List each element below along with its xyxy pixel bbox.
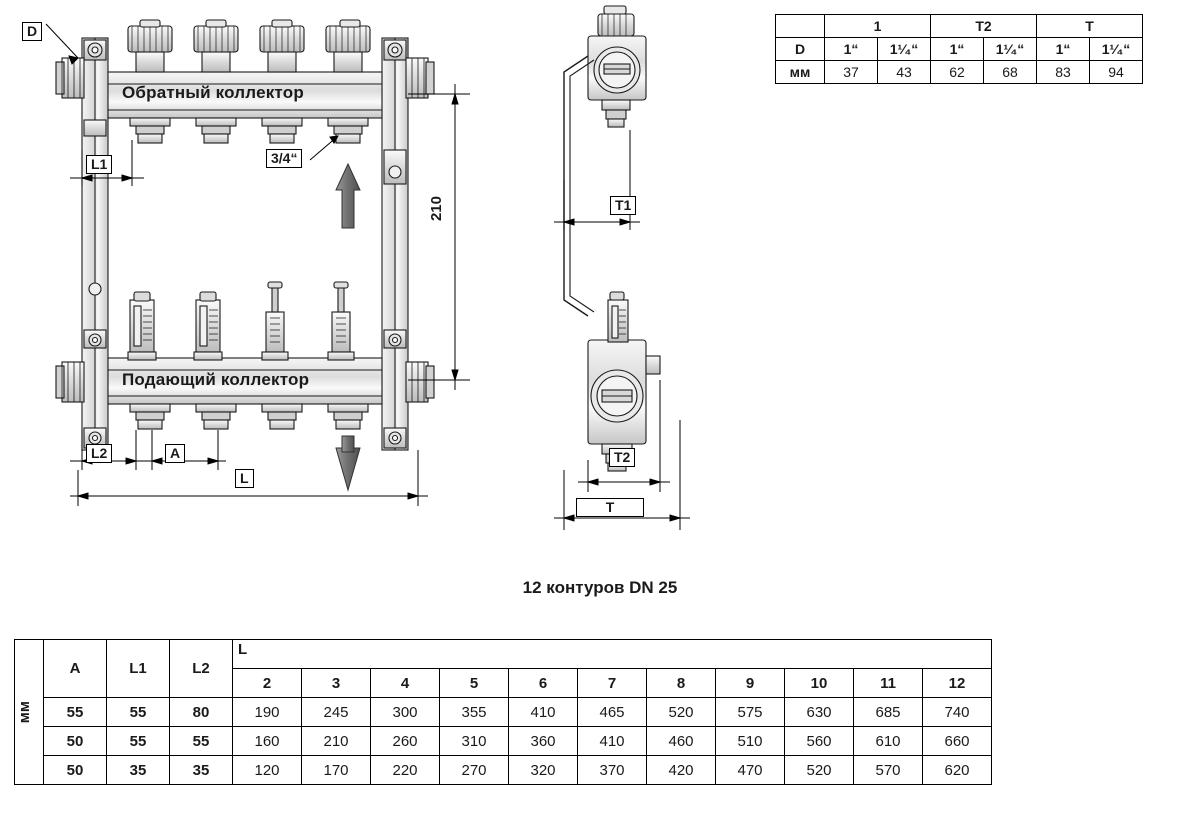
loop-count-6: 6 (509, 669, 578, 698)
cell-l-12: 620 (923, 756, 992, 785)
group-header-1: 1 (825, 15, 931, 38)
unit-label-mm: мм (776, 61, 825, 84)
loop-count-3: 3 (302, 669, 371, 698)
label-d: D (22, 22, 42, 41)
cell-l-7: 410 (578, 727, 647, 756)
group-header-t2: T2 (931, 15, 1037, 38)
cell-l-12: 660 (923, 727, 992, 756)
loop-count-5: 5 (440, 669, 509, 698)
value-cell-4: 83 (1037, 61, 1090, 84)
diameter-table (775, 14, 1143, 84)
cell-l-2: 190 (233, 698, 302, 727)
label-a: A (165, 444, 185, 463)
loop-count-8: 8 (647, 669, 716, 698)
cell-l-10: 520 (785, 756, 854, 785)
cell-l-6: 410 (509, 698, 578, 727)
header-l2: L2 (170, 640, 233, 698)
cell-l2: 80 (170, 698, 233, 727)
label-t: T (576, 498, 644, 517)
cell-l-8: 420 (647, 756, 716, 785)
cell-l-11: 610 (854, 727, 923, 756)
text-supply-manifold: Подающий коллектор (122, 370, 310, 389)
sub-header-3: 1¹⁄₄“ (984, 38, 1037, 61)
value-cell-0: 37 (825, 61, 878, 84)
manifold-side-view (540, 0, 770, 560)
cell-l-8: 460 (647, 727, 716, 756)
cell-l-5: 355 (440, 698, 509, 727)
cell-l2: 35 (170, 756, 233, 785)
table-row-values (776, 61, 1143, 84)
cell-l1: 35 (107, 756, 170, 785)
loop-count-4: 4 (371, 669, 440, 698)
cell-l-10: 560 (785, 727, 854, 756)
cell-l-11: 685 (854, 698, 923, 727)
cell-l-9: 510 (716, 727, 785, 756)
text-return-manifold: Обратный коллектор (122, 83, 304, 102)
flow-arrow-down (336, 436, 360, 490)
value-cell-3: 68 (984, 61, 1037, 84)
page-title: 12 контуров DN 25 (522, 578, 678, 597)
cell-l-12: 740 (923, 698, 992, 727)
table-row-header (15, 640, 992, 669)
loop-count-11: 11 (854, 669, 923, 698)
table-row (15, 756, 992, 785)
cell-l-11: 570 (854, 756, 923, 785)
cell-l-3: 170 (302, 756, 371, 785)
cell-l-6: 360 (509, 727, 578, 756)
cell-l-5: 310 (440, 727, 509, 756)
label-l: L (235, 469, 254, 488)
loop-count-9: 9 (716, 669, 785, 698)
cell-l-10: 630 (785, 698, 854, 727)
loop-count-7: 7 (578, 669, 647, 698)
cell-l-2: 160 (233, 727, 302, 756)
dimension-lines (70, 84, 470, 506)
value-cell-1: 43 (878, 61, 931, 84)
cell-a: 55 (44, 698, 107, 727)
cell-l-7: 370 (578, 756, 647, 785)
cell-l1: 55 (107, 727, 170, 756)
label-three-quarter-inch: 3/4“ (266, 149, 302, 168)
cell-l-2: 120 (233, 756, 302, 785)
cell-l-4: 300 (371, 698, 440, 727)
sub-header-1: 1¹⁄₄“ (878, 38, 931, 61)
header-a: A (44, 640, 107, 698)
label-l1: L1 (86, 155, 112, 174)
table-row-sub-headers (776, 38, 1143, 61)
cell-l-9: 575 (716, 698, 785, 727)
loop-count-10: 10 (785, 669, 854, 698)
cell-l1: 55 (107, 698, 170, 727)
empty-corner-cell (776, 15, 825, 38)
sub-header-4: 1“ (1037, 38, 1090, 61)
cell-l-8: 520 (647, 698, 716, 727)
cell-l2: 55 (170, 727, 233, 756)
cell-a: 50 (44, 727, 107, 756)
loop-count-2: 2 (233, 669, 302, 698)
value-cell-2: 62 (931, 61, 984, 84)
label-210: 210 (428, 196, 445, 222)
label-t2: T2 (609, 448, 635, 467)
cell-l-7: 465 (578, 698, 647, 727)
header-l1: L1 (107, 640, 170, 698)
table-row-group-headers (776, 15, 1143, 38)
flow-arrow-up (336, 164, 360, 228)
cell-l-5: 270 (440, 756, 509, 785)
cell-l-3: 245 (302, 698, 371, 727)
table-row (15, 727, 992, 756)
cell-a: 50 (44, 756, 107, 785)
cell-l-6: 320 (509, 756, 578, 785)
dimension-table (14, 639, 992, 785)
unit-label-mm-text: мм (16, 700, 33, 724)
value-cell-5: 94 (1090, 61, 1143, 84)
label-t1: T1 (610, 196, 636, 215)
table-row (15, 698, 992, 727)
loop-count-12: 12 (923, 669, 992, 698)
sub-header-5: 1¹⁄₄“ (1090, 38, 1143, 61)
cell-l-9: 470 (716, 756, 785, 785)
row-header-d: D (776, 38, 825, 61)
sub-header-0: 1“ (825, 38, 878, 61)
sub-header-2: 1“ (931, 38, 984, 61)
label-l2: L2 (86, 444, 112, 463)
unit-label-mm (15, 640, 44, 785)
cell-l-4: 260 (371, 727, 440, 756)
group-header-t: T (1037, 15, 1143, 38)
header-l: L (233, 640, 992, 669)
cell-l-4: 220 (371, 756, 440, 785)
cell-l-3: 210 (302, 727, 371, 756)
